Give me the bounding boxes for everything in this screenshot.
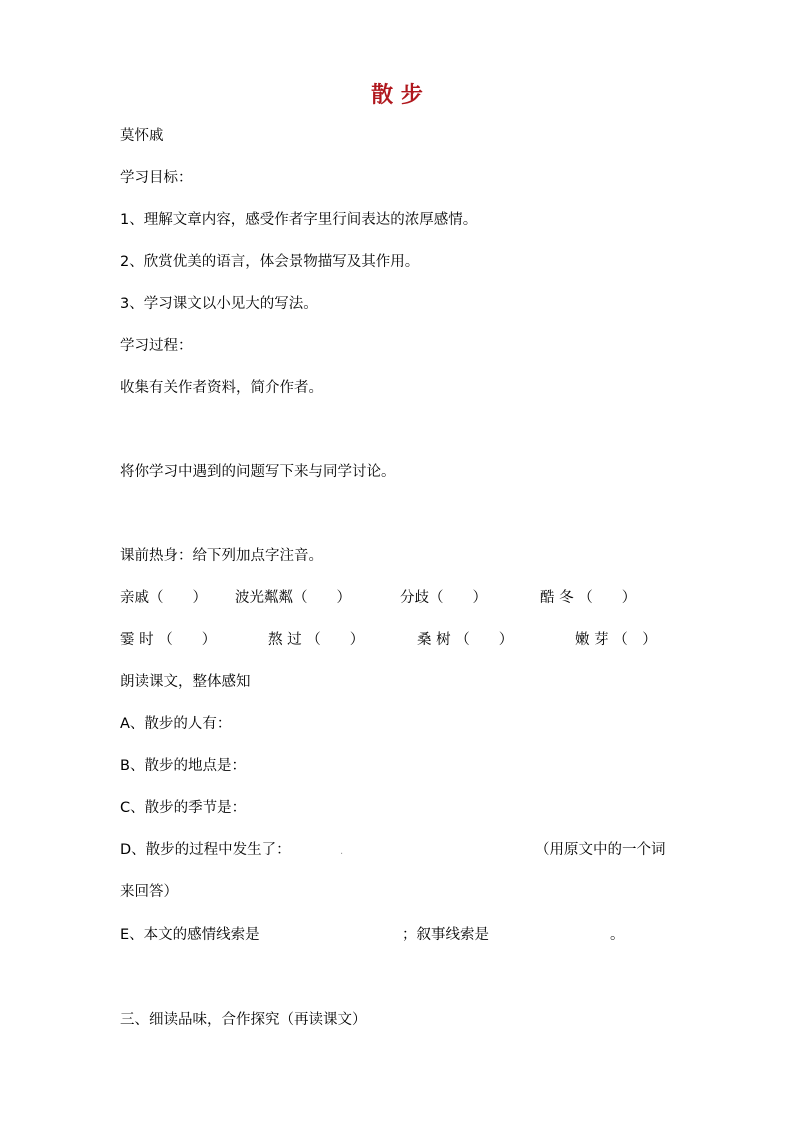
question-d-note: （用原文中的一个词 [535, 842, 666, 858]
doc-title: 散 步 [371, 82, 423, 108]
questions-prompt: 将你学习中遇到的问题写下来与同学讨论。 [120, 464, 396, 480]
question-e-middle: ；叙事线索是 [402, 927, 489, 943]
question-b: B、散步的地点是： [120, 758, 246, 774]
decorative-dot: . [340, 846, 344, 857]
read-heading: 朗读课文，整体感知 [120, 674, 251, 690]
question-d-continued: 来回答） [120, 884, 178, 900]
word-item: 分歧（ ） [400, 590, 487, 606]
word-item: 酷 冬 （ ） [540, 590, 637, 606]
goal-3: 3、学习课文以小见大的写法。 [120, 296, 318, 312]
question-c: C、散步的季节是： [120, 800, 247, 816]
word-item: 霎 时 （ ） [120, 632, 217, 648]
goals-heading: 学习目标： [120, 170, 193, 186]
warmup-heading: 课前热身：给下列加点字注音。 [120, 548, 323, 564]
process-heading: 学习过程： [120, 338, 193, 354]
question-d: D、散步的过程中发生了： [120, 842, 291, 858]
word-item: 桑 树 （ ） [417, 632, 514, 648]
collect-author-info: 收集有关作者资料，简介作者。 [120, 380, 323, 396]
question-a: A、散步的人有： [120, 716, 232, 732]
word-item: 熬 过 （ ） [268, 632, 365, 648]
section-3-heading: 三、细读品味，合作探究（再读课文） [120, 1012, 367, 1028]
author: 莫怀戚 [120, 128, 164, 144]
word-item: 波光粼粼（ ） [235, 590, 351, 606]
word-item: 嫩 芽 （ ） [575, 632, 657, 648]
question-e: E、本文的感情线索是 [120, 927, 260, 943]
goal-1: 1、理解文章内容，感受作者字里行间表达的浓厚感情。 [120, 212, 478, 228]
word-item: 亲戚（ ） [120, 590, 207, 606]
goal-2: 2、欣赏优美的语言，体会景物描写及其作用。 [120, 254, 420, 270]
question-e-end: 。 [610, 927, 625, 943]
